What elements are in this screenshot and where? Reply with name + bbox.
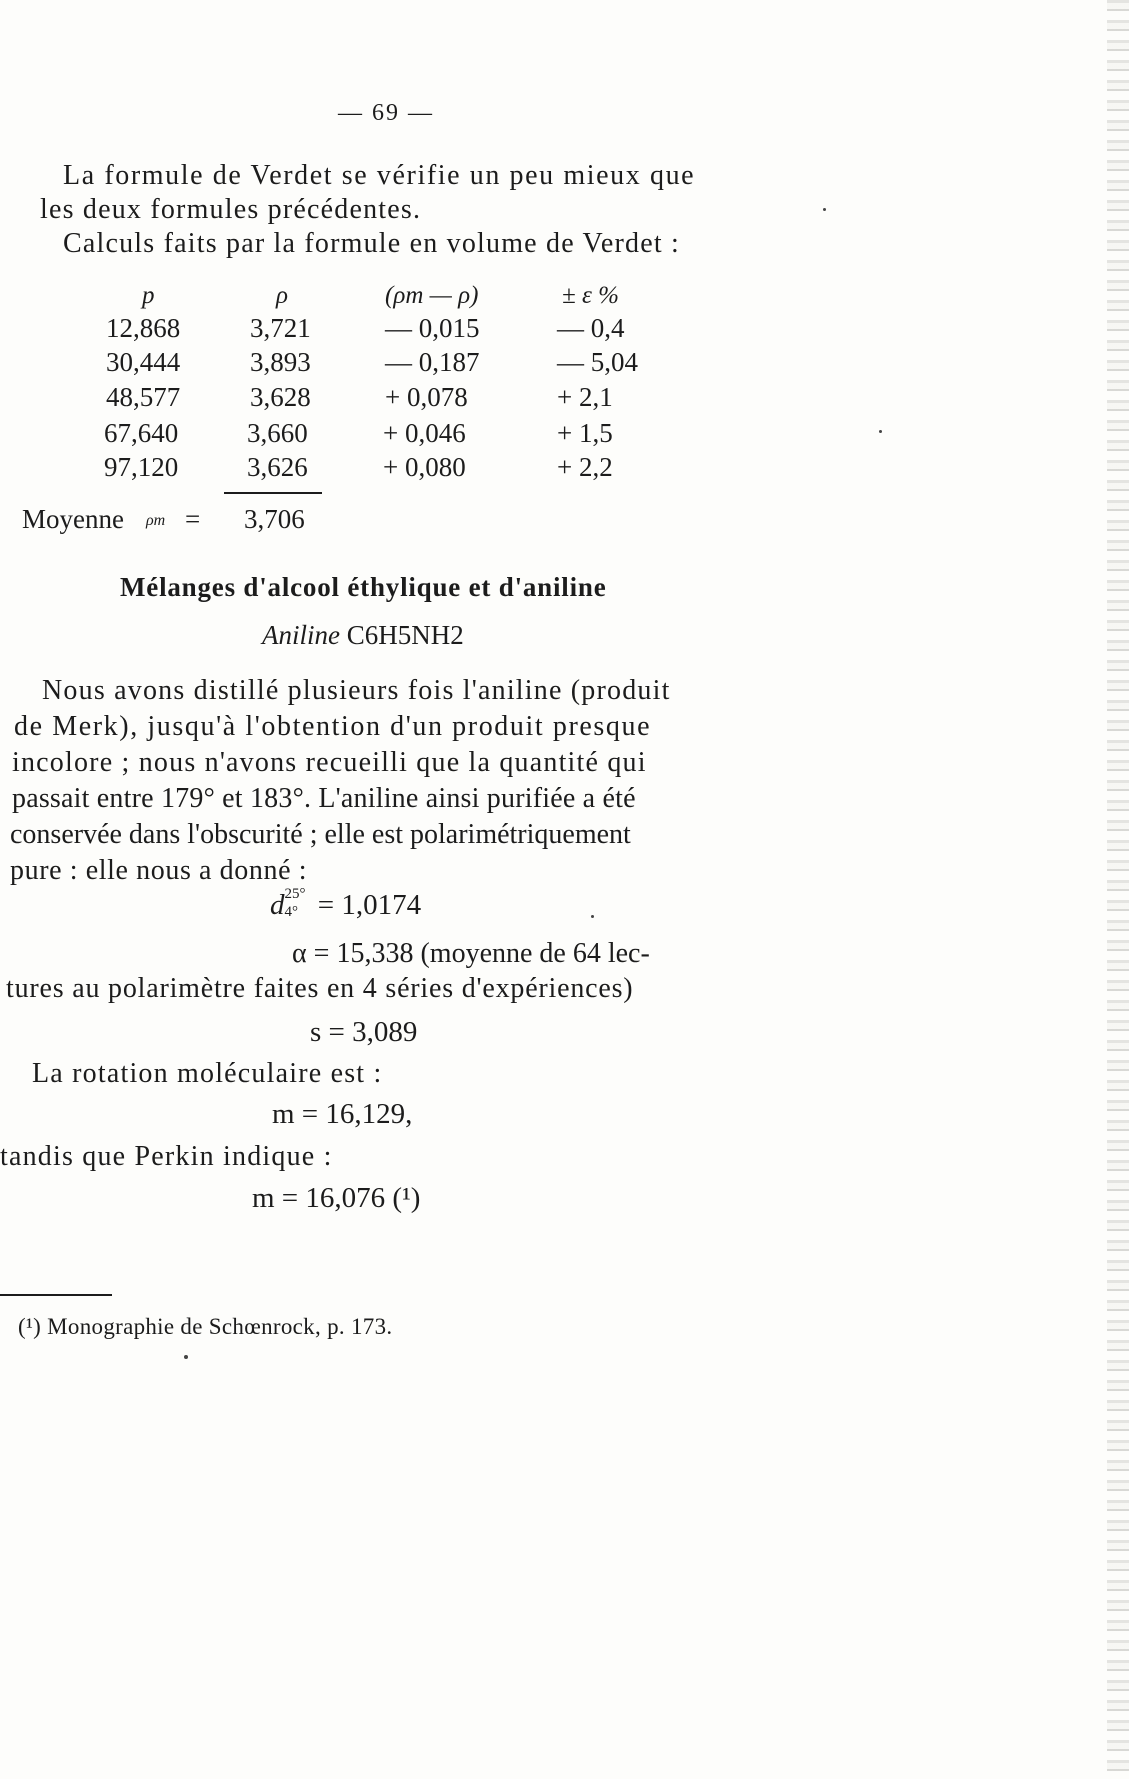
- table-cell: + 0,078: [385, 382, 468, 412]
- paragraph-line-6: pure : elle nous a donné :: [10, 855, 308, 886]
- table-header-err: ± ε %: [562, 282, 619, 309]
- table-cell: — 0,187: [385, 347, 480, 377]
- speck: [591, 915, 594, 918]
- page-number: — 69 —: [338, 100, 434, 126]
- scan-edge-noise: [1107, 0, 1129, 1779]
- density-sub: 4°: [284, 904, 298, 920]
- speck: [184, 1355, 188, 1359]
- perkin-label: tandis que Perkin indique :: [0, 1141, 333, 1172]
- subtitle-italic: Aniline: [262, 620, 340, 650]
- paragraph-line-3: incolore ; nous n'avons recueilli que la quantité qui: [12, 747, 647, 778]
- section-subtitle: [262, 620, 464, 651]
- table-cell: 3,721: [250, 313, 311, 343]
- speck: [879, 430, 882, 433]
- table-mean-equals: =: [185, 504, 201, 534]
- table-cell: 3,893: [250, 347, 311, 377]
- table-sum-rule: [224, 492, 322, 494]
- density-symbol: d: [270, 889, 285, 921]
- table-cell: + 0,046: [383, 418, 466, 448]
- subtitle-formula-text: C6H5NH2: [346, 620, 464, 650]
- table-cell: + 2,2: [557, 452, 613, 482]
- table-cell: 3,626: [247, 452, 308, 482]
- table-cell: 97,120: [104, 452, 179, 482]
- table-cell: — 0,015: [385, 313, 480, 343]
- table-cell: 3,628: [250, 382, 311, 412]
- intro-line-1: La formule de Verdet se vérifie un peu mieux que: [63, 160, 696, 191]
- table-header-diff: (ρm — ρ): [385, 282, 479, 309]
- section-title: Mélanges d'alcool éthylique et d'aniline: [120, 572, 607, 602]
- alpha-continuation: tures au polarimètre faites en 4 séries d'expériences): [6, 973, 634, 1004]
- density-value: = 1,0174: [317, 889, 422, 921]
- rotation-label: La rotation moléculaire est :: [32, 1058, 383, 1089]
- s-formula: s = 3,089: [310, 1016, 418, 1048]
- density-formula: [270, 886, 422, 922]
- table-cell: + 1,5: [557, 418, 613, 448]
- table-header-p: p: [142, 282, 155, 309]
- table-cell: 12,868: [106, 313, 181, 343]
- intro-line-3: Calculs faits par la formule en volume de Verdet :: [63, 228, 680, 259]
- table-cell: 3,660: [247, 418, 308, 448]
- m-formula-1: m = 16,129,: [272, 1098, 413, 1130]
- table-header-rho: ρ: [276, 282, 288, 309]
- footnote: (¹) Monographie de Schœnrock, p. 173.: [18, 1314, 393, 1339]
- paragraph-line-2: de Merk), jusqu'à l'obtention d'un produit presque: [14, 711, 652, 742]
- paragraph-line-1: Nous avons distillé plusieurs fois l'aniline (produit: [42, 675, 671, 706]
- intro-line-2: les deux formules précédentes.: [40, 194, 422, 225]
- table-mean-symbol: ρm: [146, 512, 166, 529]
- paragraph-line-5: conservée dans l'obscurité ; elle est polarimétriquement: [10, 819, 631, 850]
- alpha-formula: α = 15,338 (moyenne de 64 lec-: [292, 938, 650, 969]
- table-cell: — 0,4: [557, 313, 625, 343]
- speck: [823, 208, 826, 211]
- table-cell: 48,577: [106, 382, 181, 412]
- table-cell: 67,640: [104, 418, 179, 448]
- m-formula-2: m = 16,076 (¹): [252, 1182, 421, 1214]
- footnote-rule: [0, 1294, 112, 1296]
- table-cell: — 5,04: [557, 347, 638, 377]
- table-mean-label: Moyenne: [22, 504, 124, 534]
- density-sup: 25°: [284, 886, 306, 902]
- table-cell: + 0,080: [383, 452, 466, 482]
- table-cell: + 2,1: [557, 382, 613, 412]
- table-mean-value: 3,706: [244, 504, 305, 534]
- table-cell: 30,444: [106, 347, 181, 377]
- paragraph-line-4: passait entre 179° et 183°. L'aniline ainsi purifiée a été: [12, 783, 636, 814]
